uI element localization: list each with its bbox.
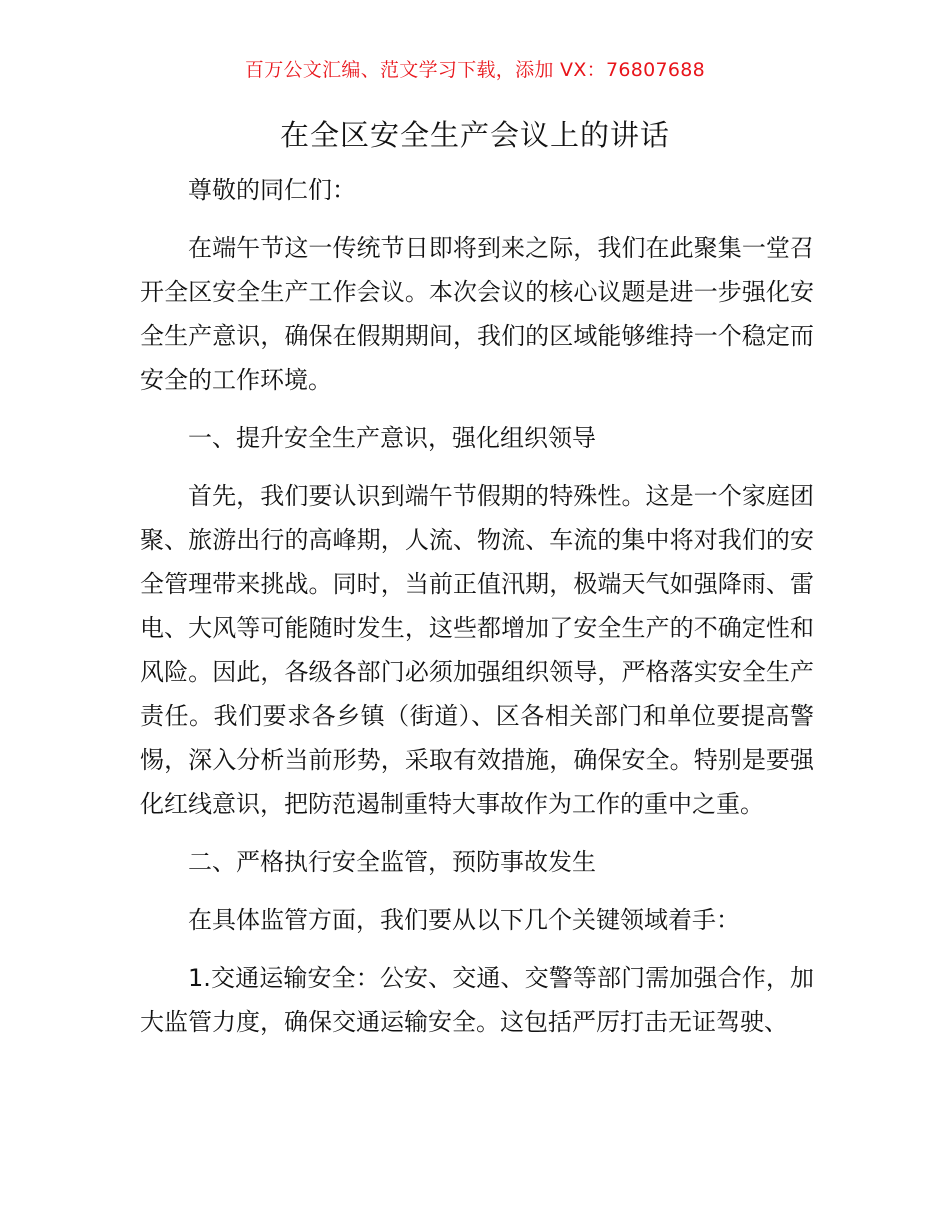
page-title: 在全区安全生产会议上的讲话 (279, 118, 670, 152)
section-heading-1: 一、提升安全生产意识，强化组织领导 (188, 424, 596, 452)
paragraph-section-2-intro: 在具体监管方面，我们要从以下几个关键领域着手： (188, 906, 740, 934)
salutation: 尊敬的同仁们： (188, 176, 356, 204)
section-heading-2: 二、严格执行安全监管，预防事故发生 (188, 848, 596, 876)
document-body (140, 168, 814, 1058)
paragraph-section-1: 首先，我们要认识到端午节假期的特殊性。这是一个家庭团聚、旅游出行的高峰期，人流、物流、车流的集中将对我们的安全管理带来挑战。同时，当前正值汛期，极端天气如强降雨、雷电、大风等可能随时发生，这些都增加了安全生产的不确定性和风险。因此，各级各部门必须加强组织领导，严格落实安全生产责任。我们要求各乡镇（街道）、区各相关部门和单位要提高警惕，深入分析当前形势，采取有效措施，确保安全。特别是要强化红线意识，把防范遏制重特大事故作为工作的重中之重。 (140, 482, 814, 818)
paragraph-intro: 在端午节这一传统节日即将到来之际，我们在此聚集一堂召开全区安全生产工作会议。本次会议的核心议题是进一步强化安全生产意识，确保在假期期间，我们的区域能够维持一个稳定而安全的工作环境。 (140, 234, 814, 394)
paragraph-item-1: 1.交通运输安全：公安、交通、交警等部门需加强合作，加大监管力度，确保交通运输安全。这包括严厉打击无证驾驶、 (140, 964, 814, 1036)
header-watermark: 百万公文汇编、范文学习下载，添加 VX：76807688 (244, 59, 706, 81)
